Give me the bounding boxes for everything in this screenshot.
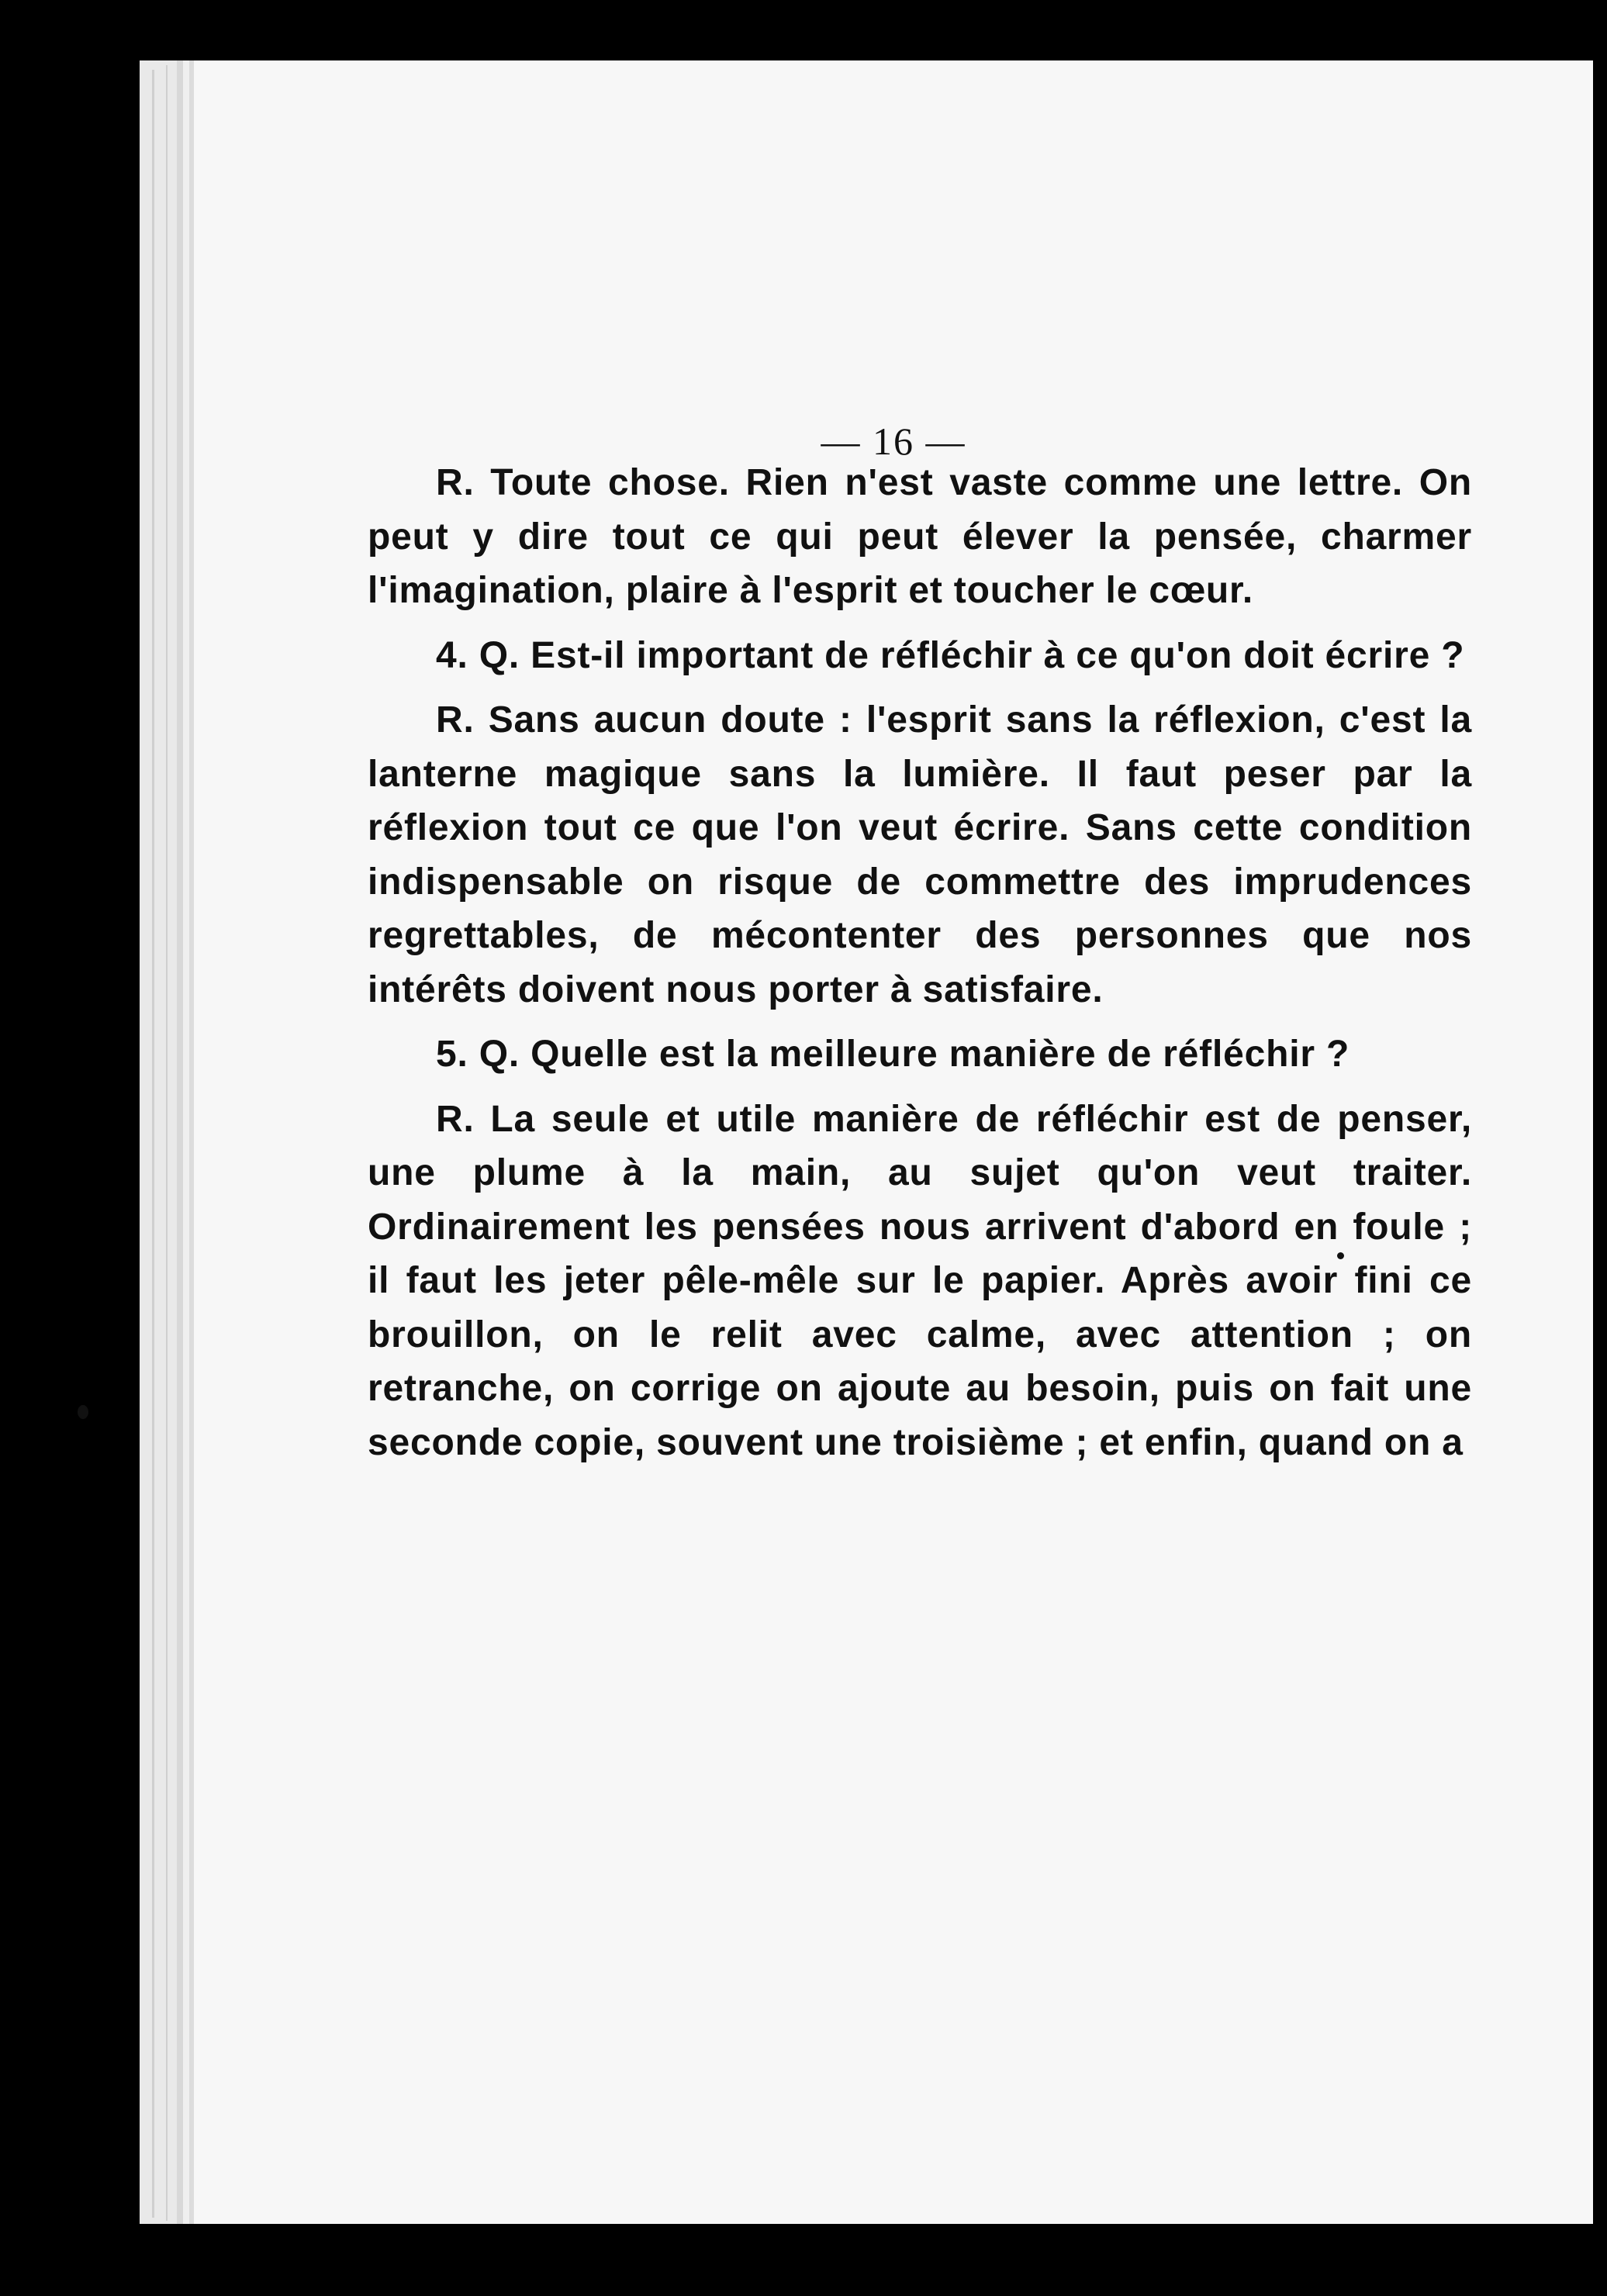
question-paragraph: 5. Q. Quelle est la meilleure manière de réfléchir ? bbox=[436, 1034, 1350, 1075]
answer-paragraph: R. La seule et utile manière de réfléchir est de penser, une plume à la main, au sujet qu'on veut traiter. Ordinairement les pensées nous arrivent d'abord en foule ; il faut les jeter pêle-mêle sur le papier. Après avoir fini ce brouillon, on le relit avec calme, avec attention ; on retranche, on corrige on ajoute au besoin, puis on fait une seconde copie, souvent une troisième ; et enfin, quand on a bbox=[368, 1098, 1472, 1463]
answer-paragraph: R. Toute chose. Rien n'est vaste comme une lettre. On peut y dire tout ce qui peut élever la pensée, charmer l'imagination, plaire à l'esprit et toucher le cœur. bbox=[368, 462, 1472, 611]
ink-spot bbox=[78, 1405, 88, 1419]
body-text bbox=[368, 456, 1472, 1480]
question-paragraph: 4. Q. Est-il important de réfléchir à ce qu'on doit écrire ? bbox=[436, 634, 1465, 676]
page-edge-line bbox=[152, 70, 154, 2218]
page-number: — 16 — bbox=[821, 419, 966, 463]
page-edge-line bbox=[166, 65, 168, 2221]
answer-paragraph: R. Sans aucun doute : l'esprit sans la réflexion, c'est la lanterne magique sans la lumière. Il faut peser par la réflexion tout ce que l'on veut écrire. Sans cette condition indispensable on risque de commettre des imprudences regrettables, de mécontenter des personnes que nos intérêts doivent nous porter à satisfaire. bbox=[368, 699, 1472, 1010]
